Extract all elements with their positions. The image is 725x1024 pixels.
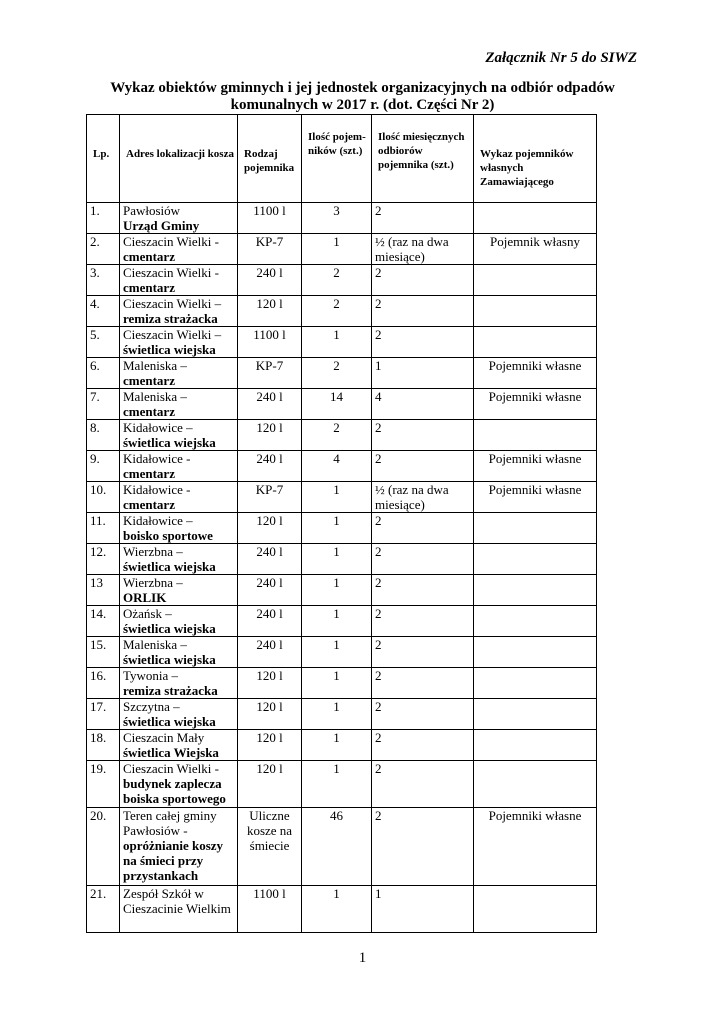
row-address-locality: Maleniska – [123, 637, 187, 652]
row-lp: 15. [87, 637, 120, 668]
document-title-line2: komunalnych w 2017 r. (dot. Części Nr 2) [230, 97, 495, 113]
row-address [120, 420, 238, 451]
row-address-locality: Pawłosiów [123, 203, 181, 218]
table-header-row [87, 115, 597, 203]
row-address [120, 761, 238, 808]
row-address [120, 296, 238, 327]
row-type: 240 l [238, 637, 302, 668]
row-address-place: cmentarz [123, 373, 175, 388]
row-address [120, 730, 238, 761]
row-lp: 18. [87, 730, 120, 761]
row-type: 120 l [238, 730, 302, 761]
table-row [87, 265, 597, 296]
row-lp: 4. [87, 296, 120, 327]
row-count: 1 [302, 699, 372, 730]
row-address [120, 203, 238, 234]
row-address-place: cmentarz [123, 280, 175, 295]
document-title [95, 80, 630, 114]
row-type: KP-7 [238, 358, 302, 389]
row-own-bins [474, 699, 597, 730]
row-count: 46 [302, 808, 372, 886]
table-row [87, 451, 597, 482]
row-type: 240 l [238, 265, 302, 296]
row-type: 120 l [238, 420, 302, 451]
col-header-type: Rodzaj pojemnika [238, 115, 302, 203]
row-lp: 1. [87, 203, 120, 234]
row-pickups: 2 [372, 668, 474, 699]
row-lp: 11. [87, 513, 120, 544]
row-address-locality: Cieszacin Mały [123, 730, 205, 745]
row-address-locality: Kidałowice – [123, 513, 193, 528]
row-address [120, 808, 238, 886]
row-lp: 5. [87, 327, 120, 358]
row-lp: 12. [87, 544, 120, 575]
row-lp: 3. [87, 265, 120, 296]
row-type: 240 l [238, 606, 302, 637]
row-count: 1 [302, 482, 372, 513]
row-address-place: remiza strażacka [123, 311, 218, 326]
row-count: 2 [302, 296, 372, 327]
row-own-bins [474, 637, 597, 668]
table-row [87, 761, 597, 808]
row-pickups: 2 [372, 451, 474, 482]
row-address-locality: Kidałowice – [123, 420, 193, 435]
row-own-bins: Pojemniki własne [474, 389, 597, 420]
row-pickups: 4 [372, 389, 474, 420]
row-count: 3 [302, 203, 372, 234]
row-own-bins [474, 575, 597, 606]
row-lp: 21. [87, 886, 120, 933]
row-count: 1 [302, 575, 372, 606]
document-title-line1: Wykaz obiektów gminnych i jej jednostek organizacyjnych na odbiór odpadów [110, 80, 615, 96]
row-lp: 13 [87, 575, 120, 606]
row-address-place: remiza strażacka [123, 683, 218, 698]
col-header-address: Adres lokalizacji kosza [120, 115, 238, 203]
row-lp: 16. [87, 668, 120, 699]
row-pickups: 2 [372, 575, 474, 606]
row-pickups: 2 [372, 699, 474, 730]
row-address-locality: Cieszacin Wielki – [123, 296, 222, 311]
row-address-place: cmentarz [123, 404, 175, 419]
table-row [87, 886, 597, 933]
row-pickups: 1 [372, 886, 474, 933]
row-type: 240 l [238, 451, 302, 482]
row-lp: 6. [87, 358, 120, 389]
table-row [87, 699, 597, 730]
table-row [87, 327, 597, 358]
row-address-locality: Wierzbna – [123, 575, 183, 590]
row-pickups: 2 [372, 730, 474, 761]
row-address [120, 265, 238, 296]
row-own-bins: Pojemniki własne [474, 808, 597, 886]
row-own-bins [474, 203, 597, 234]
row-pickups: 2 [372, 265, 474, 296]
row-type: 240 l [238, 575, 302, 606]
annex-label: Załącznik Nr 5 do SIWZ [485, 50, 637, 66]
row-type: 240 l [238, 389, 302, 420]
row-address-locality: Tywonia – [123, 668, 179, 683]
row-type: 120 l [238, 761, 302, 808]
row-address-place: budynek zaplecza boiska sportowego [123, 776, 226, 806]
page-number: 1 [358, 950, 367, 966]
row-address-locality: Cieszacin Wielki - [123, 234, 219, 249]
row-own-bins: Pojemniki własne [474, 451, 597, 482]
row-pickups: 2 [372, 296, 474, 327]
row-address [120, 389, 238, 420]
row-count: 1 [302, 730, 372, 761]
row-own-bins [474, 730, 597, 761]
table-row [87, 420, 597, 451]
row-own-bins [474, 513, 597, 544]
row-lp: 2. [87, 234, 120, 265]
row-own-bins: Pojemniki własne [474, 482, 597, 513]
row-pickups: 2 [372, 544, 474, 575]
row-count: 1 [302, 327, 372, 358]
row-lp: 19. [87, 761, 120, 808]
row-address-locality: Kidałowice - [123, 451, 191, 466]
row-address-locality: Maleniska – [123, 358, 187, 373]
row-count: 1 [302, 606, 372, 637]
row-address [120, 234, 238, 265]
row-address-locality: Cieszacin Wielki - [123, 761, 219, 776]
table-body [87, 203, 597, 933]
table-row [87, 358, 597, 389]
row-lp: 7. [87, 389, 120, 420]
row-own-bins [474, 668, 597, 699]
row-count: 2 [302, 265, 372, 296]
row-address-place: świetlica wiejska [123, 714, 216, 729]
table-row [87, 234, 597, 265]
row-address-place: opróżnianie koszy na śmieci przy przystankach [123, 838, 224, 883]
table-row [87, 637, 597, 668]
row-count: 1 [302, 637, 372, 668]
row-address [120, 886, 238, 933]
row-address-locality: Teren całej gminy Pawłosiów - [123, 808, 217, 838]
row-own-bins [474, 265, 597, 296]
row-count: 1 [302, 761, 372, 808]
row-type: KP-7 [238, 482, 302, 513]
table-row [87, 730, 597, 761]
row-own-bins [474, 761, 597, 808]
row-pickups: 2 [372, 761, 474, 808]
row-pickups: 2 [372, 808, 474, 886]
row-address [120, 606, 238, 637]
row-own-bins [474, 296, 597, 327]
row-type: 1100 l [238, 203, 302, 234]
row-address [120, 637, 238, 668]
row-address [120, 451, 238, 482]
row-pickups: 2 [372, 327, 474, 358]
row-address [120, 482, 238, 513]
table-row [87, 482, 597, 513]
row-type: 120 l [238, 296, 302, 327]
row-address-locality: Szczytna – [123, 699, 180, 714]
row-address [120, 358, 238, 389]
row-pickups: 2 [372, 420, 474, 451]
row-pickups: 2 [372, 203, 474, 234]
row-type: 120 l [238, 513, 302, 544]
table-row [87, 389, 597, 420]
col-header-count: Ilość pojem-ników (szt.) [302, 115, 372, 203]
row-address-place: cmentarz [123, 249, 175, 264]
col-header-pickups: Ilość miesięcznych odbiorów pojemnika (szt.) [372, 115, 474, 203]
row-type: 240 l [238, 544, 302, 575]
row-address-place: świetlica wiejska [123, 652, 216, 667]
row-own-bins: Pojemnik własny [474, 234, 597, 265]
row-address-locality: Ożańsk – [123, 606, 172, 621]
table-row [87, 668, 597, 699]
row-type: 1100 l [238, 886, 302, 933]
col-header-own-bins: Wykaz pojemników własnych Zamawiającego [474, 115, 597, 203]
row-address-place: świetlica wiejska [123, 559, 216, 574]
row-address-place: świetlica Wiejska [123, 745, 219, 760]
row-lp: 10. [87, 482, 120, 513]
col-header-lp: Lp. [87, 115, 120, 203]
row-address-locality: Cieszacin Wielki - [123, 265, 219, 280]
row-address-locality: Cieszacin Wielki – [123, 327, 222, 342]
row-address-locality: Zespół Szkół w Cieszacinie Wielkim [123, 886, 231, 916]
row-count: 2 [302, 358, 372, 389]
row-address-locality: Wierzbna – [123, 544, 183, 559]
table-row [87, 296, 597, 327]
row-address [120, 668, 238, 699]
row-address-place: cmentarz [123, 497, 175, 512]
row-own-bins [474, 886, 597, 933]
row-own-bins [474, 327, 597, 358]
table-row [87, 575, 597, 606]
row-own-bins [474, 420, 597, 451]
row-lp: 14. [87, 606, 120, 637]
row-lp: 9. [87, 451, 120, 482]
row-address-place: świetlica wiejska [123, 342, 216, 357]
row-pickups: 1 [372, 358, 474, 389]
row-address-place: świetlica wiejska [123, 621, 216, 636]
row-pickups: 2 [372, 606, 474, 637]
row-lp: 17. [87, 699, 120, 730]
row-count: 4 [302, 451, 372, 482]
row-address-place: cmentarz [123, 466, 175, 481]
row-type: 1100 l [238, 327, 302, 358]
bins-table [86, 114, 597, 933]
row-pickups: ½ (raz na dwa miesiące) [372, 482, 474, 513]
row-type: Uliczne kosze na śmiecie [238, 808, 302, 886]
row-address-place: Urząd Gminy [123, 218, 200, 233]
row-address-place: boisko sportowe [123, 528, 213, 543]
table-row [87, 544, 597, 575]
row-own-bins [474, 544, 597, 575]
row-type: KP-7 [238, 234, 302, 265]
row-address [120, 544, 238, 575]
row-pickups: ½ (raz na dwa miesiące) [372, 234, 474, 265]
row-count: 14 [302, 389, 372, 420]
row-lp: 8. [87, 420, 120, 451]
row-address [120, 513, 238, 544]
row-address-place: świetlica wiejska [123, 435, 216, 450]
row-pickups: 2 [372, 637, 474, 668]
row-count: 1 [302, 234, 372, 265]
row-pickups: 2 [372, 513, 474, 544]
row-address [120, 699, 238, 730]
row-count: 2 [302, 420, 372, 451]
row-address-locality: Kidałowice - [123, 482, 191, 497]
row-count: 1 [302, 513, 372, 544]
row-own-bins: Pojemniki własne [474, 358, 597, 389]
row-count: 1 [302, 886, 372, 933]
table-row [87, 513, 597, 544]
row-count: 1 [302, 544, 372, 575]
row-lp: 20. [87, 808, 120, 886]
row-address-place: ORLIK [123, 590, 167, 605]
row-type: 120 l [238, 668, 302, 699]
table-row [87, 808, 597, 886]
row-address [120, 575, 238, 606]
table-row [87, 606, 597, 637]
row-address [120, 327, 238, 358]
row-own-bins [474, 606, 597, 637]
row-address-locality: Maleniska – [123, 389, 187, 404]
table-row [87, 203, 597, 234]
row-type: 120 l [238, 699, 302, 730]
row-count: 1 [302, 668, 372, 699]
